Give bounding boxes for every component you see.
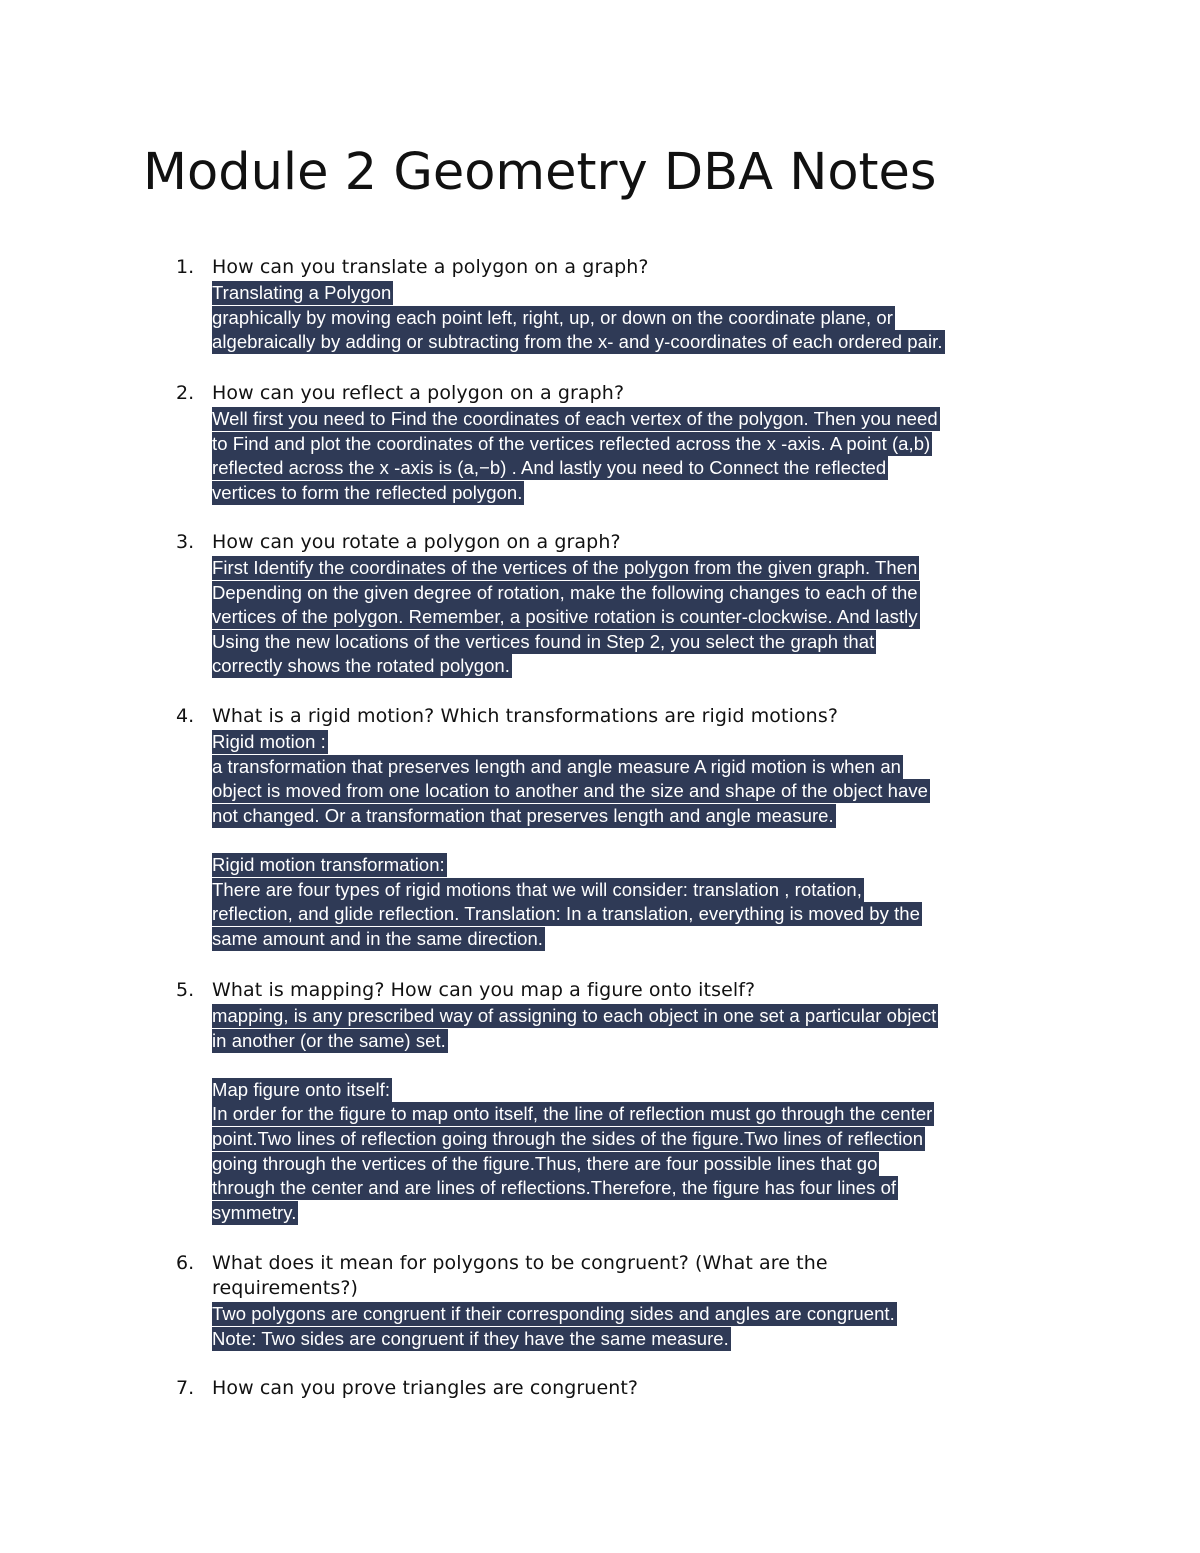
answer-line: Translating a Polygon: [212, 282, 392, 303]
answer-line: point.Two lines of reflection going through the sides of the figure.Two lines of reflection: [212, 1128, 924, 1149]
question-text: What is a rigid motion? Which transformations are rigid motions?: [212, 705, 839, 727]
answer-line: Map figure onto itself:: [212, 1078, 391, 1100]
question-text: How can you rotate a polygon on a graph?: [212, 531, 621, 553]
answer-line: mapping, is any prescribed way of assigning to each object in one set a particular object: [212, 1005, 937, 1026]
question-text: requirements?): [212, 1277, 359, 1299]
question-text: What does it mean for polygons to be congruent? (What are the: [212, 1252, 828, 1274]
answer-line: in another (or the same) set.: [212, 1029, 446, 1051]
question-number: 5.: [176, 979, 195, 1001]
answer-line: through the center and are lines of reflections.Therefore, the figure has four lines of: [212, 1177, 897, 1199]
question-number: 4.: [176, 705, 195, 727]
question-text: How can you reflect a polygon on a graph?: [212, 382, 625, 404]
answer-line: reflected across the x -axis is (a,−b) . And lastly you need to Connect the reflected: [212, 457, 887, 479]
question-number: 2.: [176, 382, 195, 404]
answer-line: not changed. Or a transformation that preserves length and angle measure.: [212, 804, 834, 826]
answer-line: In order for the figure to map onto itself, the line of reflection must go through the center: [212, 1103, 933, 1125]
answer-line: object is moved from one location to another and the size and shape of the object have: [212, 780, 928, 802]
answer-line: Using the new locations of the vertices found in Step 2, you select the graph that: [212, 630, 875, 652]
page-title: Module 2 Geometry DBA Notes: [143, 143, 937, 202]
question-number: 6.: [176, 1252, 195, 1274]
answer-line: correctly shows the rotated polygon.: [212, 655, 510, 677]
question-text: What is mapping? How can you map a figure onto itself?: [212, 979, 756, 1001]
answer-line: graphically by moving each point left, right, up, or down on the coordinate plane, or: [212, 306, 893, 328]
question-text: How can you prove triangles are congruent?: [212, 1377, 639, 1399]
answer-line: algebraically by adding or subtracting from the x- and y-coordinates of each ordered pair.: [212, 331, 943, 353]
answer-line: reflection, and glide reflection. Translation: In a translation, everything is moved by the: [212, 903, 920, 925]
answer-line: Two polygons are congruent if their corresponding sides and angles are congruent.: [212, 1303, 895, 1324]
answer-line: vertices to form the reflected polygon.: [212, 481, 523, 503]
answer-line: to Find and plot the coordinates of the vertices reflected across the x -axis. A point (a,b): [212, 432, 931, 454]
answer-line: Well first you need to Find the coordinates of each vertex of the polygon. Then you need: [212, 408, 938, 429]
answer-line: Rigid motion transformation:: [212, 854, 445, 875]
answer-line: First Identify the coordinates of the vertices of the polygon from the given graph. Then: [212, 557, 918, 578]
answer-line: There are four types of rigid motions that we will consider: translation , rotation,: [212, 878, 862, 900]
answer-line: going through the vertices of the figure.Thus, there are four possible lines that go: [212, 1152, 878, 1174]
question-number: 7.: [176, 1377, 195, 1399]
answer-line: same amount and in the same direction.: [212, 927, 543, 949]
question-number: 1.: [176, 256, 195, 278]
answer-line: Note: Two sides are congruent if they have the same measure.: [212, 1327, 729, 1349]
question-text: How can you translate a polygon on a graph?: [212, 256, 649, 278]
answer-line: Depending on the given degree of rotation, make the following changes to each of the: [212, 581, 918, 603]
answer-line: vertices of the polygon. Remember, a positive rotation is counter-clockwise. And lastly: [212, 606, 918, 628]
answer-line: Rigid motion :: [212, 731, 326, 752]
answer-line: symmetry.: [212, 1201, 297, 1223]
answer-line: a transformation that preserves length and angle measure A rigid motion is when an: [212, 755, 901, 777]
question-number: 3.: [176, 531, 195, 553]
